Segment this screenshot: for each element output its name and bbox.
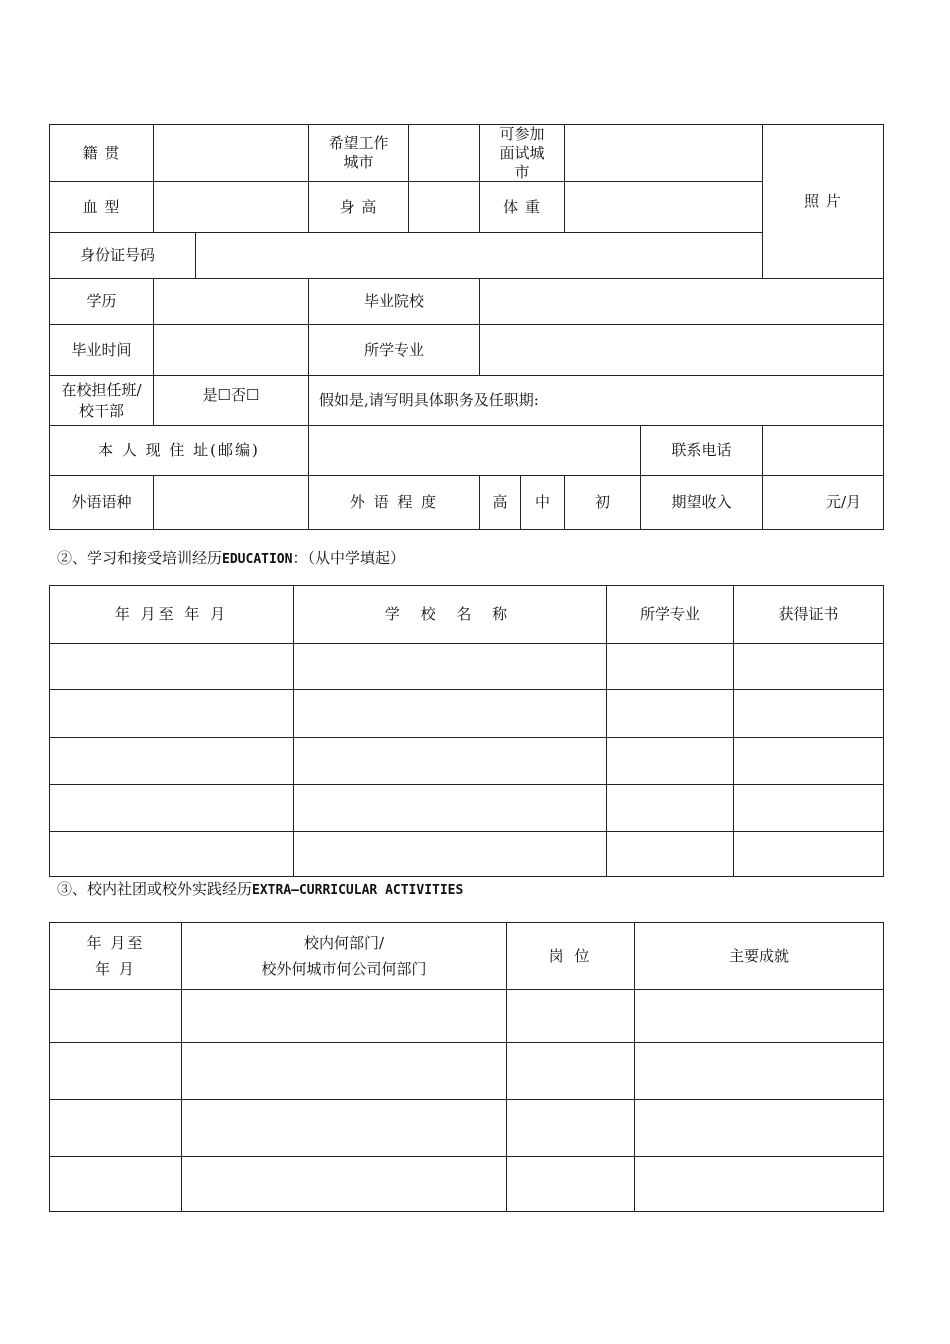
- act-header-achievement: 主要成就: [635, 923, 884, 990]
- act-position-cell[interactable]: [507, 1157, 635, 1212]
- edu-major-cell[interactable]: [607, 832, 734, 877]
- cadre-label: 在校担任班/校干部: [50, 376, 154, 426]
- expected-income-label: 期望收入: [641, 476, 763, 530]
- act-period-cell[interactable]: [50, 1157, 182, 1212]
- act-position-cell[interactable]: [507, 1043, 635, 1100]
- table-row: [50, 644, 884, 690]
- act-department-cell[interactable]: [182, 990, 507, 1043]
- phone-field[interactable]: [763, 426, 884, 476]
- major-field[interactable]: [480, 325, 884, 376]
- weight-label: 体 重: [480, 182, 565, 233]
- level-low-option[interactable]: 初: [565, 476, 641, 530]
- id-number-field[interactable]: [196, 233, 763, 279]
- table-row: [50, 738, 884, 785]
- edu-school-cell[interactable]: [294, 690, 607, 738]
- table-row: [50, 690, 884, 738]
- edu-certificate-cell[interactable]: [734, 832, 884, 877]
- education-title-cn: ②、学习和接受培训经历: [57, 549, 223, 567]
- act-position-cell[interactable]: [507, 990, 635, 1043]
- desired-city-label: 希望工作城市: [309, 125, 409, 182]
- table-row: [50, 990, 884, 1043]
- activities-section-title: [57, 878, 463, 899]
- edu-header-certificate: 获得证书: [734, 586, 884, 644]
- interview-city-field[interactable]: [565, 125, 763, 182]
- act-header-dept-line1: 校内何部门/: [303, 934, 385, 952]
- act-department-cell[interactable]: [182, 1043, 507, 1100]
- edu-header-period: 年 月至 年 月: [50, 586, 294, 644]
- edu-period-cell[interactable]: [50, 785, 294, 832]
- level-mid-option[interactable]: 中: [521, 476, 565, 530]
- act-department-cell[interactable]: [182, 1100, 507, 1157]
- address-label: 本 人 现 住 址(邮编): [50, 426, 309, 476]
- edu-major-cell[interactable]: [607, 644, 734, 690]
- height-field[interactable]: [409, 182, 480, 233]
- phone-label: 联系电话: [641, 426, 763, 476]
- language-label: 外语语种: [50, 476, 154, 530]
- desired-city-field[interactable]: [409, 125, 480, 182]
- expected-income-field[interactable]: 元/月: [763, 476, 884, 530]
- table-row: [50, 832, 884, 877]
- photo-box[interactable]: 照 片: [763, 125, 884, 279]
- act-period-cell[interactable]: [50, 990, 182, 1043]
- blood-type-field[interactable]: [154, 182, 309, 233]
- edu-school-cell[interactable]: [294, 832, 607, 877]
- education-section-title: [57, 547, 405, 568]
- activities-table: [49, 922, 884, 1212]
- cadre-note[interactable]: 假如是,请写明具体职务及任职期:: [309, 376, 884, 426]
- language-field[interactable]: [154, 476, 309, 530]
- address-field[interactable]: [309, 426, 641, 476]
- table-row: [50, 1043, 884, 1100]
- edu-school-cell[interactable]: [294, 644, 607, 690]
- act-header-dept-line2: 校外何城市何公司何部门: [261, 960, 427, 978]
- edu-major-cell[interactable]: [607, 785, 734, 832]
- language-level-label: 外 语 程 度: [309, 476, 480, 530]
- activities-title-cn: ③、校内社团或校外实践经历: [57, 880, 253, 898]
- cadre-yes-no-checkboxes[interactable]: 是☐否☐: [154, 376, 309, 426]
- act-achievement-cell[interactable]: [635, 1100, 884, 1157]
- act-achievement-cell[interactable]: [635, 990, 884, 1043]
- grad-time-label: 毕业时间: [50, 325, 154, 376]
- major-label: 所学专业: [309, 325, 480, 376]
- table-row: [50, 785, 884, 832]
- blood-type-label: 血 型: [50, 182, 154, 233]
- education-field[interactable]: [154, 279, 309, 325]
- interview-city-label: 可参加面试城市: [480, 125, 565, 182]
- education-title-en: EDUCATION: [222, 552, 293, 567]
- school-label: 毕业院校: [309, 279, 480, 325]
- edu-school-cell[interactable]: [294, 785, 607, 832]
- edu-school-cell[interactable]: [294, 738, 607, 785]
- table-row: [50, 1100, 884, 1157]
- edu-certificate-cell[interactable]: [734, 690, 884, 738]
- act-header-period-start: 年 月至: [86, 934, 145, 952]
- act-header-period-end: 年 月: [95, 960, 136, 978]
- act-department-cell[interactable]: [182, 1157, 507, 1212]
- edu-header-school: 学 校 名 称: [294, 586, 607, 644]
- id-number-label: 身份证号码: [50, 233, 196, 279]
- act-period-cell[interactable]: [50, 1100, 182, 1157]
- act-header-period: [50, 923, 182, 990]
- edu-major-cell[interactable]: [607, 738, 734, 785]
- education-label: 学历: [50, 279, 154, 325]
- height-label: 身 高: [309, 182, 409, 233]
- school-field[interactable]: [480, 279, 884, 325]
- act-header-department: [182, 923, 507, 990]
- act-position-cell[interactable]: [507, 1100, 635, 1157]
- edu-certificate-cell[interactable]: [734, 738, 884, 785]
- act-period-cell[interactable]: [50, 1043, 182, 1100]
- edu-major-cell[interactable]: [607, 690, 734, 738]
- weight-field[interactable]: [565, 182, 763, 233]
- activities-title-en: EXTRA—CURRICULAR ACTIVITIES: [252, 883, 464, 898]
- edu-certificate-cell[interactable]: [734, 644, 884, 690]
- education-title-suffix: ：（从中学填起）: [292, 549, 405, 567]
- native-place-field[interactable]: [154, 125, 309, 182]
- native-place-label: 籍 贯: [50, 125, 154, 182]
- table-row: [50, 1157, 884, 1212]
- edu-period-cell[interactable]: [50, 832, 294, 877]
- edu-header-major: 所学专业: [607, 586, 734, 644]
- edu-period-cell[interactable]: [50, 644, 294, 690]
- personal-info-table: [49, 124, 884, 530]
- act-achievement-cell[interactable]: [635, 1043, 884, 1100]
- edu-certificate-cell[interactable]: [734, 785, 884, 832]
- level-high-option[interactable]: 高: [480, 476, 521, 530]
- edu-period-cell[interactable]: [50, 738, 294, 785]
- edu-period-cell[interactable]: [50, 690, 294, 738]
- act-achievement-cell[interactable]: [635, 1157, 884, 1212]
- education-table: [49, 585, 884, 877]
- grad-time-field[interactable]: [154, 325, 309, 376]
- act-header-position: 岗 位: [507, 923, 635, 990]
